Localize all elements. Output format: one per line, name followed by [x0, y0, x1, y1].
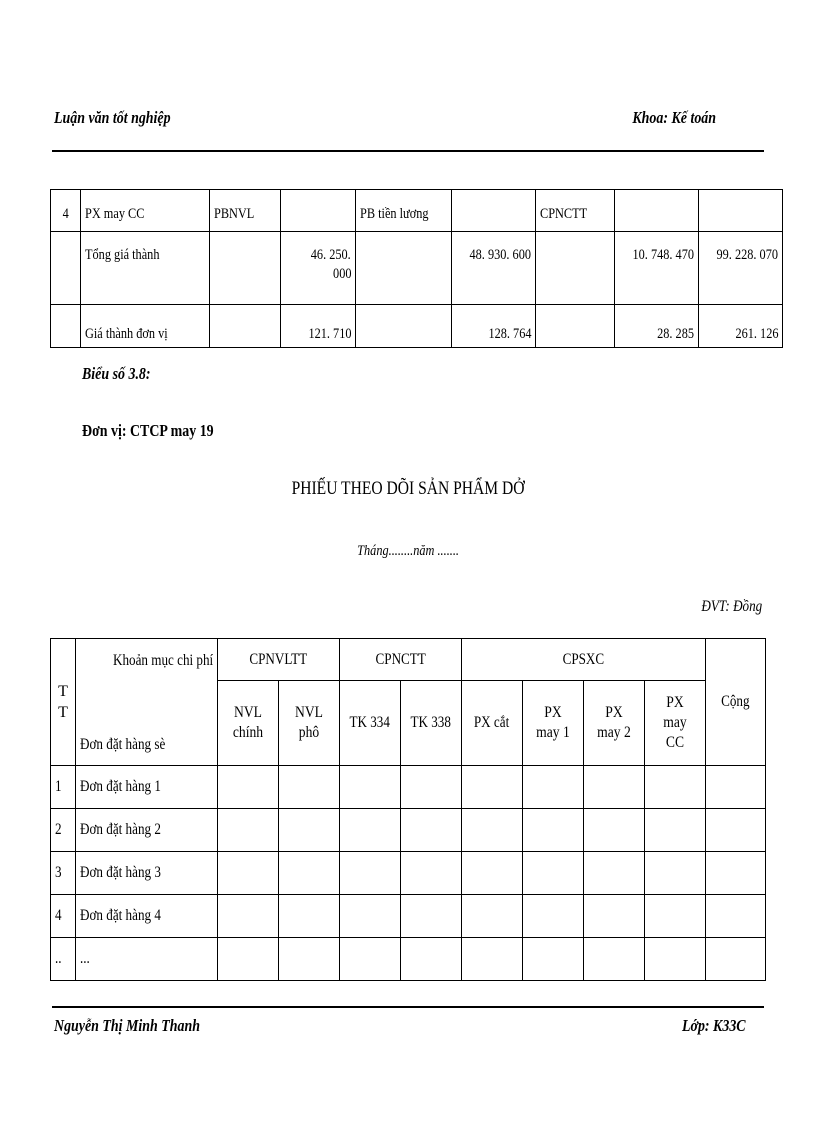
stt-cell	[51, 305, 81, 348]
cell	[356, 305, 452, 348]
sub-tk334: TK 334	[340, 681, 401, 766]
order-name-cell: ...	[76, 938, 218, 981]
sub-nvl-chinh: NVL chính	[218, 681, 279, 766]
diagonal-header	[76, 639, 218, 766]
cell	[356, 232, 452, 305]
tt-cell: ..	[51, 938, 76, 981]
tt-cell: 4	[51, 895, 76, 938]
total-sum-cell: 99. 228. 070	[699, 232, 783, 305]
order-name-cell: Đơn đặt hàng 4	[76, 895, 218, 938]
sub-px-cat: PX cắt	[462, 681, 523, 766]
cell: PBNVL	[210, 190, 281, 232]
unit-sum-cell: 261. 126	[699, 305, 783, 348]
group-cpnctt: CPNCTT	[340, 639, 462, 681]
cell	[281, 190, 356, 232]
cell	[536, 232, 615, 305]
cell: CPNCTT	[536, 190, 615, 232]
item-cell: Giá thành đơn vị	[81, 305, 210, 348]
header-row	[51, 639, 766, 681]
unit-sxc-cell: 28. 285	[615, 305, 699, 348]
diag-top-label: Khoản mục chi phí	[112, 652, 213, 669]
sub-px-may-cc: PX may CC	[645, 681, 706, 766]
header-left: Luận văn tốt nghiệp	[54, 108, 171, 127]
item-cell: PX may CC	[81, 190, 210, 232]
group-cpnvltt: CPNVLTT	[218, 639, 340, 681]
table-row	[51, 232, 783, 305]
diag-bottom-label: Đơn đặt hàng sè	[80, 736, 166, 753]
total-nc-cell: 48. 930. 600	[452, 232, 536, 305]
total-sxc-cell: 10. 748. 470	[615, 232, 699, 305]
table-row	[51, 809, 766, 852]
table-row	[51, 305, 783, 348]
page-title: PHIẾU THEO DÕI SẢN PHẨM DỞ	[291, 478, 525, 499]
cell	[536, 305, 615, 348]
currency-label: ĐVT: Đồng	[701, 598, 762, 615]
tt-cell: 2	[51, 809, 76, 852]
table-row	[51, 190, 783, 232]
tt-cell: 3	[51, 852, 76, 895]
order-name-cell: Đơn đặt hàng 3	[76, 852, 218, 895]
tt-cell: 1	[51, 766, 76, 809]
tt-header: T T	[51, 639, 76, 766]
cell	[210, 232, 281, 305]
item-cell: Tổng giá thành	[81, 232, 210, 305]
cell	[210, 305, 281, 348]
sub-px-may-1: PX may 1	[523, 681, 584, 766]
order-name-cell: Đơn đặt hàng 1	[76, 766, 218, 809]
unit-label: Đơn vị: CTCP may 19	[82, 421, 214, 440]
header-right: Khoa: Kế toán	[632, 108, 716, 127]
table-row	[51, 895, 766, 938]
cell: PB tiền lương	[356, 190, 452, 232]
form-label: Biểu số 3.8:	[82, 364, 151, 383]
total-nvl-cell: 46. 250. 000	[281, 232, 356, 305]
header-rule	[52, 150, 764, 152]
wip-tracking-table	[50, 638, 766, 981]
sub-nvl-pho: NVL phô	[279, 681, 340, 766]
cell	[615, 190, 699, 232]
total-header: Cộng	[706, 639, 766, 766]
footer-left: Nguyễn Thị Minh Thanh	[54, 1016, 201, 1035]
sub-tk338: TK 338	[401, 681, 462, 766]
cell	[452, 190, 536, 232]
cell	[699, 190, 783, 232]
order-name-cell: Đơn đặt hàng 2	[76, 809, 218, 852]
unit-nc-cell: 128. 764	[452, 305, 536, 348]
unit-nvl-cell: 121. 710	[281, 305, 356, 348]
stt-cell: 4	[51, 190, 81, 232]
stt-cell	[51, 232, 81, 305]
sub-px-may-2: PX may 2	[584, 681, 645, 766]
period-label: Tháng........năm .......	[357, 543, 459, 559]
table-row	[51, 852, 766, 895]
table-row	[51, 938, 766, 981]
group-cpsxc: CPSXC	[462, 639, 706, 681]
footer-right: Lớp: K33C	[682, 1016, 746, 1035]
table-row	[51, 766, 766, 809]
footer-rule	[52, 1006, 764, 1008]
cost-summary-table	[50, 189, 783, 348]
